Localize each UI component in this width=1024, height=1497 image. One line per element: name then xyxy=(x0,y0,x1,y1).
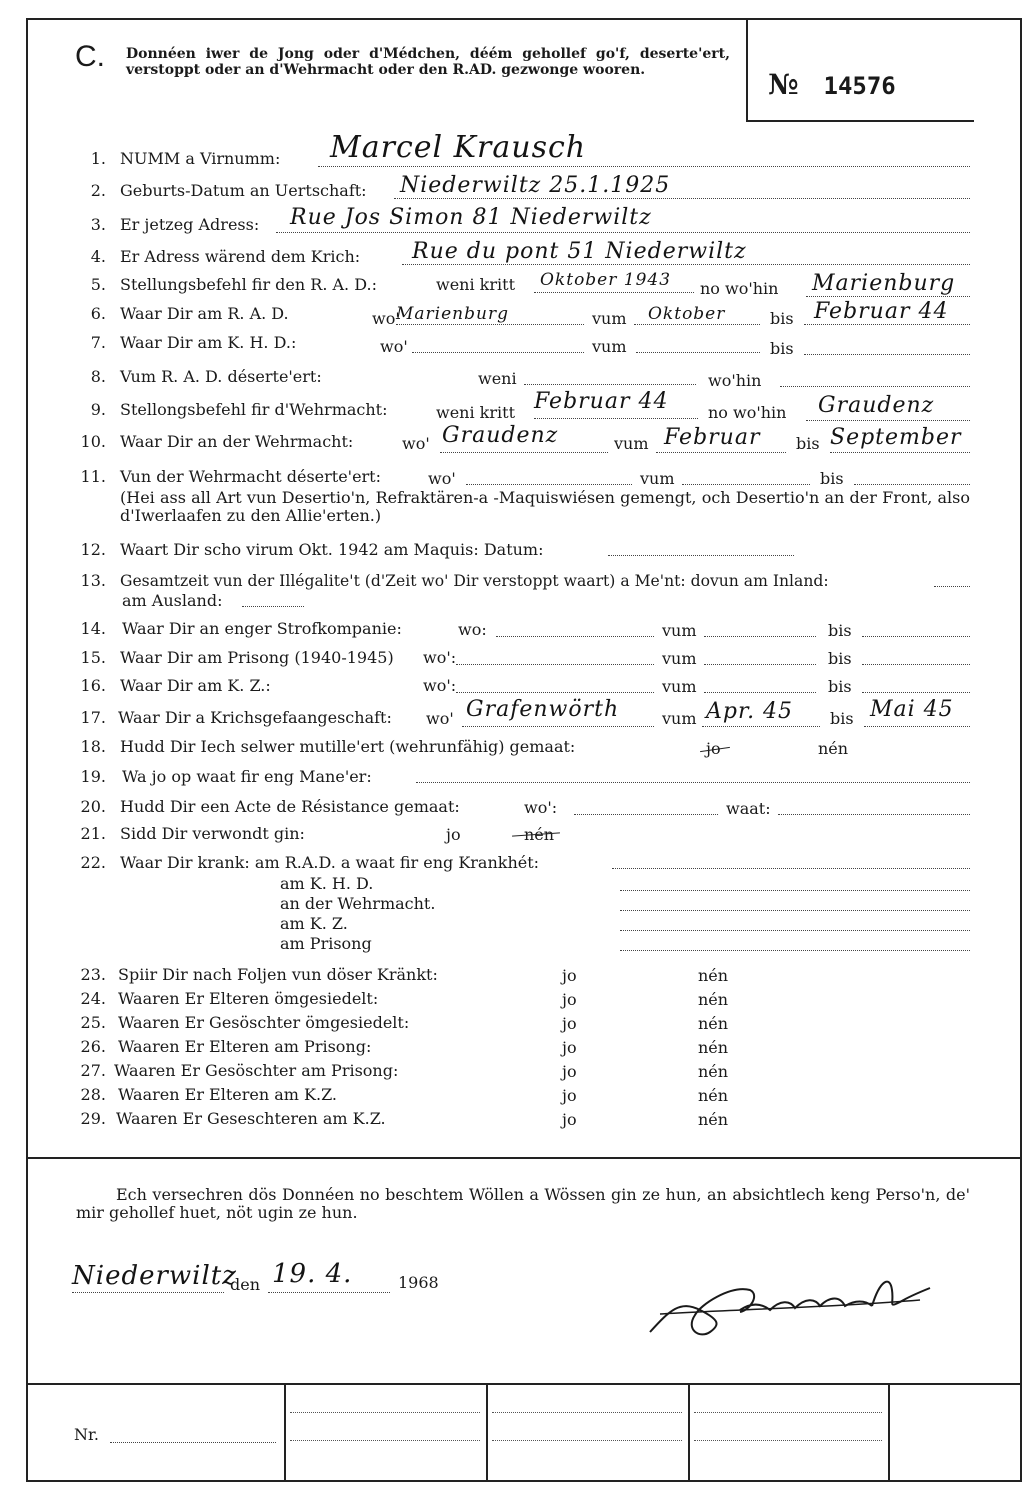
label-prison: Waar Dir am Prisong (1940-1945) xyxy=(120,648,394,667)
signature-drawing xyxy=(640,1270,940,1350)
label-bis: bis xyxy=(828,677,852,696)
label-vum: vum xyxy=(614,434,649,453)
handwritten-date: 19. 4. xyxy=(272,1259,353,1289)
illness-prison: am Prisong xyxy=(280,934,372,953)
field-line xyxy=(702,726,820,727)
grid-col-divider xyxy=(888,1384,890,1482)
label-wo: wo' xyxy=(402,434,430,453)
field-line xyxy=(804,324,970,325)
label-bis: bis xyxy=(820,469,844,488)
grid-col-divider xyxy=(688,1384,690,1482)
number-box-rule xyxy=(746,120,974,122)
option-nen: nén xyxy=(698,1038,729,1057)
row-number: 6. xyxy=(90,304,106,323)
handwritten-wehrmacht-to: September xyxy=(830,425,962,450)
field-line xyxy=(242,606,304,607)
option-nen: nén xyxy=(698,1014,729,1033)
row-number: 19. xyxy=(80,767,106,786)
field-line xyxy=(620,890,970,891)
label-wo: wo': xyxy=(423,648,457,667)
label-parents-resettled: Waaren Er Elteren ömgesiedelt: xyxy=(118,989,379,1008)
field-line xyxy=(574,814,718,815)
field-line xyxy=(934,586,970,587)
label-wehrmacht: Waar Dir an der Wehrmacht: xyxy=(120,432,354,451)
label-vum: vum xyxy=(592,337,627,356)
handwritten-address: Rue Jos Simon 81 Niederwiltz xyxy=(290,205,652,230)
handwritten-pow-to: Mai 45 xyxy=(870,697,954,722)
label-self-mutilation: Hudd Dir Iech selwer mutille'ert (wehrunfähig) gemaat: xyxy=(120,737,576,756)
document-number xyxy=(768,68,896,101)
label-waat: waat: xyxy=(726,799,771,818)
grid-dotted-row xyxy=(694,1440,882,1441)
grid-dotted-row xyxy=(492,1440,682,1441)
row-number: 25. xyxy=(80,1013,106,1032)
row-number: 5. xyxy=(90,275,106,294)
section-divider xyxy=(26,1157,1022,1159)
label-weni: weni xyxy=(478,369,517,388)
label-vum: vum xyxy=(662,677,697,696)
label-wo: wo': xyxy=(423,676,457,695)
row-number: 9. xyxy=(90,400,106,419)
field-line xyxy=(806,420,970,421)
handwritten-pow-where: Grafenwörth xyxy=(466,697,620,722)
grid-dotted-row xyxy=(492,1412,682,1413)
option-jo: jo xyxy=(562,1062,577,1081)
field-line xyxy=(72,1292,224,1293)
label-wounded: Sidd Dir verwondt gin: xyxy=(120,824,305,843)
field-line xyxy=(704,636,816,637)
desertion-note: (Hei ass all Art vun Desertio'n, Refraktären-a -Maquiswiésen gemengt, och Desertio'n an der Front, also d'Iwerlaafen zu den Allie'erten.) xyxy=(120,488,970,525)
handwritten-pow-from: Apr. 45 xyxy=(706,699,794,724)
option-nen: nén xyxy=(698,1086,729,1105)
label-wo: wo': xyxy=(524,798,558,817)
row-number: 13. xyxy=(80,571,106,590)
grid-top-rule xyxy=(26,1383,1022,1385)
field-line xyxy=(656,452,786,453)
handwritten-rad-to: Februar 44 xyxy=(814,299,949,324)
field-line xyxy=(620,950,970,951)
field-line xyxy=(462,726,654,727)
option-jo: jo xyxy=(562,1086,577,1105)
label-no-wohin: no wo'hin xyxy=(700,279,779,298)
section-intro: Donnéen iwer de Jong oder d'Médchen, déém gehollef go'f, deserte'ert, verstoppt oder an d'Wehrmacht oder den R.AD. gezwonge wooren. xyxy=(126,46,730,78)
section-letter: C. xyxy=(75,40,105,73)
field-line xyxy=(862,636,970,637)
row-number: 18. xyxy=(80,737,106,756)
field-line xyxy=(704,664,816,665)
row-number: 14. xyxy=(80,619,106,638)
row-number: 21. xyxy=(80,824,106,843)
label-weni-kritt: weni kritt xyxy=(436,275,515,294)
field-line xyxy=(862,692,970,693)
label-pow: Waar Dir a Krichsgefaangeschaft: xyxy=(118,708,392,727)
row-number: 20. xyxy=(80,797,106,816)
field-line xyxy=(620,910,970,911)
label-bis: bis xyxy=(828,649,852,668)
row-number: 27. xyxy=(80,1061,106,1080)
label-kz: Waar Dir am K. Z.: xyxy=(120,676,271,695)
grid-dotted-row xyxy=(290,1440,480,1441)
label-vum: vum xyxy=(662,709,697,728)
label-rad: Waar Dir am R. A. D. xyxy=(120,304,289,323)
row-number: 4. xyxy=(90,247,106,266)
field-line xyxy=(778,814,970,815)
field-line xyxy=(496,636,654,637)
handwritten-wehrmacht-date: Februar 44 xyxy=(534,389,669,414)
label-maquis: Waart Dir scho virum Okt. 1942 am Maquis: Datum: xyxy=(120,540,544,559)
label-bis: bis xyxy=(796,434,820,453)
row-number: 2. xyxy=(90,181,106,200)
label-wehrmacht-desert: Vun der Wehrmacht déserte'ert: xyxy=(120,467,381,486)
label-wo: wo: xyxy=(458,620,487,639)
label-address: Er jetzeg Adress: xyxy=(120,215,260,234)
field-line xyxy=(534,292,694,293)
label-nr: Nr. xyxy=(74,1425,99,1444)
label-manner: Wa jo op waat fir eng Mane'er: xyxy=(122,767,372,786)
label-penal-company: Waar Dir an enger Strofkompanie: xyxy=(122,619,402,638)
row-number: 10. xyxy=(80,432,106,451)
field-line xyxy=(318,166,970,167)
label-rad-desert: Vum R. A. D. déserte'ert: xyxy=(120,367,322,386)
handwritten-name: Marcel Krausch xyxy=(330,130,587,165)
field-line xyxy=(402,264,970,265)
field-line xyxy=(534,418,698,419)
handwritten-rad-where: Marienburg xyxy=(396,304,509,324)
label-den: den xyxy=(230,1275,261,1294)
label-birth: Geburts-Datum an Uertschaft: xyxy=(120,181,367,200)
handwritten-rad-place: Marienburg xyxy=(812,271,956,296)
label-siblings-resettled: Waaren Er Gesöschter ömgesiedelt: xyxy=(118,1013,410,1032)
label-vum: vum xyxy=(592,309,627,328)
option-jo: jo xyxy=(706,739,721,758)
handwritten-wehrmacht-where: Graudenz xyxy=(442,423,559,448)
number-sign: № xyxy=(768,68,799,101)
grid-dotted-row xyxy=(694,1412,882,1413)
option-nen: nén xyxy=(698,1062,729,1081)
option-nen: nén xyxy=(698,990,729,1009)
option-nen: nén xyxy=(698,966,729,985)
field-line xyxy=(862,664,970,665)
row-number: 22. xyxy=(80,853,106,872)
label-consequences: Spiir Dir nach Foljen vun döser Kränkt: xyxy=(118,965,438,984)
field-line xyxy=(608,555,794,556)
handwritten-birth: Niederwiltz 25.1.1925 xyxy=(400,173,671,198)
row-number: 17. xyxy=(80,708,106,727)
option-nen: nén xyxy=(698,1110,729,1129)
field-line xyxy=(456,664,654,665)
option-jo: jo xyxy=(562,1038,577,1057)
field-line xyxy=(854,484,970,485)
row-number: 1. xyxy=(90,149,106,168)
field-line xyxy=(276,232,970,233)
row-number: 15. xyxy=(80,648,106,667)
illness-khd: am K. H. D. xyxy=(280,874,374,893)
label-parents-kz: Waaren Er Elteren am K.Z. xyxy=(118,1085,338,1104)
option-jo: jo xyxy=(446,825,461,844)
label-illegality: Gesamtzeit vun der Illégalite't (d'Zeit wo' Dir verstoppt waart) a Me'nt: dovun am Inland: xyxy=(120,572,829,590)
label-vum: vum xyxy=(662,649,697,668)
option-jo: jo xyxy=(562,1014,577,1033)
label-bis: bis xyxy=(830,709,854,728)
handwritten-rad-from: Oktober xyxy=(648,304,726,324)
field-line xyxy=(110,1442,276,1443)
label-vum: vum xyxy=(640,469,675,488)
declaration-text: Ech versechren dös Donnéen no beschtem Wöllen a Wössen gin ze hun, an absichtlech keng Perso'n, de' mir gehollef huet, nöt ugin ze hun. xyxy=(76,1185,970,1222)
field-line xyxy=(704,692,816,693)
label-siblings-kz: Waaren Er Geseschteren am K.Z. xyxy=(116,1109,386,1128)
grid-dotted-row xyxy=(290,1412,480,1413)
handwritten-wehrmacht-from: Februar xyxy=(664,425,761,450)
field-line xyxy=(804,354,970,355)
row-number: 23. xyxy=(80,965,106,984)
field-line xyxy=(456,692,654,693)
label-wo: wo' xyxy=(380,337,408,356)
label-resistance: Hudd Dir een Acte de Résistance gemaat: xyxy=(120,797,460,816)
field-line xyxy=(268,1292,390,1293)
row-number: 28. xyxy=(80,1085,106,1104)
label-name: NUMM a Virnumm: xyxy=(120,149,281,168)
label-bis: bis xyxy=(770,339,794,358)
label-bis: bis xyxy=(770,309,794,328)
grid-col-divider xyxy=(486,1384,488,1482)
field-line xyxy=(612,868,970,869)
field-line xyxy=(416,782,970,783)
row-number: 16. xyxy=(80,676,106,695)
handwritten-rad-date: Oktober 1943 xyxy=(540,270,672,290)
field-line xyxy=(440,452,608,453)
row-number: 29. xyxy=(80,1109,106,1128)
label-year: 1968 xyxy=(398,1273,439,1292)
field-line xyxy=(806,296,970,297)
illness-kz: am K. Z. xyxy=(280,914,348,933)
signature xyxy=(640,1270,940,1354)
row-number: 3. xyxy=(90,215,106,234)
field-line xyxy=(394,198,970,199)
handwritten-war-address: Rue du pont 51 Niederwiltz xyxy=(412,239,747,264)
label-wo: wo' xyxy=(428,469,456,488)
option-jo: jo xyxy=(562,1110,577,1129)
option-nen: nén xyxy=(818,739,849,758)
header-separator xyxy=(746,18,748,122)
label-war-address: Er Adress wärend dem Krich: xyxy=(120,247,361,266)
number-value: 14576 xyxy=(823,72,896,100)
label-siblings-prison: Waaren Er Gesöschter am Prisong: xyxy=(114,1061,399,1080)
label-vum: vum xyxy=(662,621,697,640)
handwritten-wehrmacht-place: Graudenz xyxy=(818,393,935,418)
label-wo: wo' xyxy=(426,709,454,728)
row-number: 11. xyxy=(80,467,106,486)
field-line xyxy=(780,386,970,387)
option-jo: jo xyxy=(562,990,577,1009)
row-number: 26. xyxy=(80,1037,106,1056)
option-jo: jo xyxy=(562,966,577,985)
field-line xyxy=(830,452,970,453)
label-weni-kritt: weni kritt xyxy=(436,403,515,422)
row-number: 24. xyxy=(80,989,106,1008)
illness-wehrmacht: an der Wehrmacht. xyxy=(280,894,436,913)
label-wehrmacht-order: Stellongsbefehl fir d'Wehrmacht: xyxy=(120,400,388,419)
option-nen: nén xyxy=(524,825,555,844)
row-number: 12. xyxy=(80,540,106,559)
field-line xyxy=(412,352,584,353)
field-line xyxy=(682,484,810,485)
row-number: 7. xyxy=(90,333,106,352)
field-line xyxy=(620,930,970,931)
handwritten-place: Niederwiltz xyxy=(72,1261,237,1291)
label-abroad: am Ausland: xyxy=(122,591,223,610)
field-line xyxy=(524,384,696,385)
label-illness: Waar Dir krank: am R.A.D. a waat fir eng Krankhét: xyxy=(120,853,540,872)
label-wo: wo' xyxy=(372,309,400,328)
label-no-wohin: no wo'hin xyxy=(708,403,787,422)
label-bis: bis xyxy=(828,621,852,640)
label-parents-prison: Waaren Er Elteren am Prisong: xyxy=(118,1037,372,1056)
field-line xyxy=(636,352,760,353)
label-khd: Waar Dir am K. H. D.: xyxy=(120,333,297,352)
field-line xyxy=(466,484,632,485)
label-rad-order: Stellungsbefehl fir den R. A. D.: xyxy=(120,275,377,294)
row-number: 8. xyxy=(90,367,106,386)
grid-col-divider xyxy=(284,1384,286,1482)
label-wohin: wo'hin xyxy=(708,371,762,390)
field-line xyxy=(864,726,970,727)
